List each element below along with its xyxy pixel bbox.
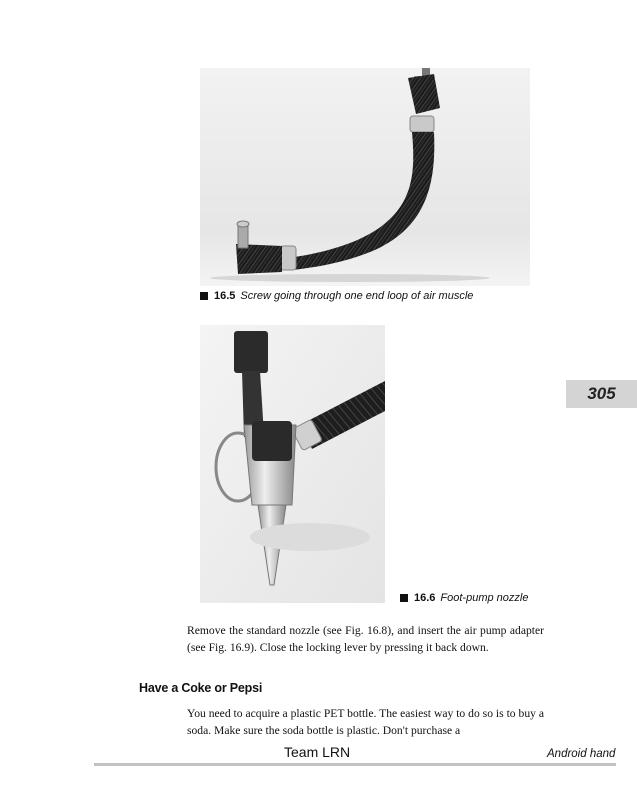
air-muscle-illustration xyxy=(200,68,530,286)
figure-caption xyxy=(200,290,473,302)
body-paragraph: Remove the standard nozzle (see Fig. 16.8), and insert the air pump adapter (see Fig. 16.9). Close the locking lever by pressing it back down. xyxy=(187,624,544,654)
caption-bullet-icon xyxy=(200,292,208,300)
figure-caption-text: Screw going through one end loop of air muscle xyxy=(240,290,474,302)
section-heading: Have a Coke or Pepsi xyxy=(139,681,263,695)
footer-chapter-title: Android hand xyxy=(547,748,616,760)
footer-publisher: Team LRN xyxy=(284,744,351,760)
figure-number: 16.6 xyxy=(414,592,436,604)
figure-foot-pump-nozzle-photo xyxy=(200,325,385,603)
page-number: 305 xyxy=(587,384,616,403)
figure-air-muscle-photo xyxy=(200,68,530,286)
figure-caption-text: Foot-pump nozzle xyxy=(440,592,529,604)
foot-pump-nozzle-illustration xyxy=(200,325,385,603)
figure-number: 16.5 xyxy=(214,290,236,302)
figure-caption xyxy=(400,592,528,604)
body-paragraph: You need to acquire a plastic PET bottle. The easiest way to do so is to buy a soda. Make sure the soda bottle is plastic. Don't purchase a xyxy=(187,707,544,737)
footer-divider xyxy=(94,763,616,766)
caption-bullet-icon xyxy=(400,594,408,602)
page-number-tab xyxy=(566,380,637,408)
